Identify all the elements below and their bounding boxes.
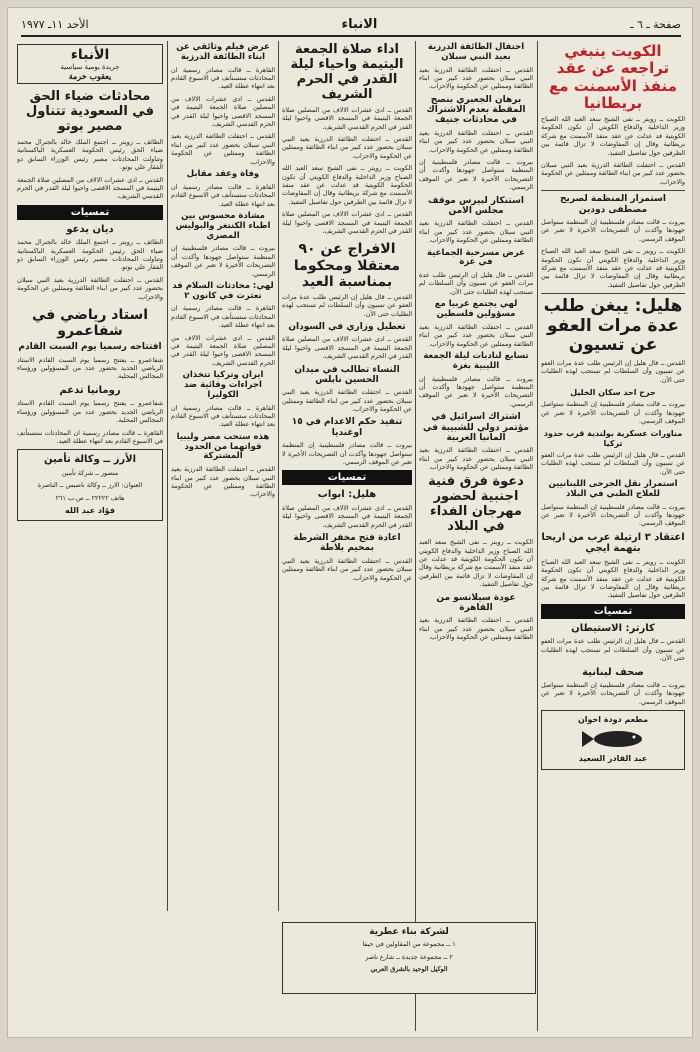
- column-5: [17, 41, 163, 1031]
- subheadline: افتتاحه رسميا يوم السبت القادم: [18, 342, 162, 353]
- headline: الافراج عن ٩٠ معتقلا ومحكوما بمناسبة العيد: [293, 241, 401, 290]
- headline: استمرار نقل الجرحى اللبنانيين للعلاج الطبي في البلاد: [548, 479, 678, 499]
- article-body: بيروت ــ قالت مصادر فلسطينية إن المنظمة ستواصل جهودها وأكدت أن التصريحات الأخيرة لا تعبر عن الموقف الرسمي.: [282, 441, 412, 466]
- article-body: بيروت ــ قالت مصادر فلسطينية إن المنظمة ستواصل جهودها وأكدت أن التصريحات الأخيرة لا تعبر عن الموقف الرسمي.: [541, 502, 685, 528]
- fish-icon: [578, 728, 648, 750]
- article-body: القدس ــ ادى عشرات الالاف من المصلين صلاة الجمعة اليتيمة في المسجد الاقصى واحيوا ليلة القدر في الحرم القدسي الشريف.: [282, 210, 412, 236]
- page-number: صفحة ـ ٦ ـ: [630, 17, 681, 31]
- headline: استنكار لبيرس موقف مجلس الامن: [428, 195, 524, 216]
- section-banner: تمسيات: [282, 470, 412, 485]
- masthead: الانباء: [341, 16, 378, 32]
- article-body: الكويت ــ رويتر ــ نفى الشيخ سعد العبد الله الصباح وزير الداخلية والدفاع الكويتي أن تكون الحكومة الكويتية قد عدلت عن عقد منفذ الأسمنت مع شركة بريطانية وقال إن المفاوضات لا تزال قائمة بين الطرفين حول تفاصيل التنفيذ.: [282, 164, 412, 206]
- headline: برهان الجعبري بنصح المقطة بعدم الاشتراك في محادثات جنيف: [426, 94, 526, 126]
- article-body: القاهرة ــ قالت مصادر رسمية ان المحادثات ستستأنف في الاسبوع القادم بعد انتهاء عطلة العيد.: [17, 428, 163, 445]
- article-body: القدس ــ احتفلت الطائفة الدرزية بعيد النبي سبلان بحضور عدد كبير من ابناء الطائفة وممثلين عن الحكومة والاحزاب.: [419, 322, 533, 348]
- ad-line: العنوان: الارز ــ وكالة ناصبس ــ الناصرة: [37, 481, 143, 490]
- article-body: القدس ــ احتفلت الطائفة الدرزية بعيد النبي سبلان بحضور عدد كبير من ابناء الطائفة وممثلين عن الحكومة والاحزاب.: [419, 616, 533, 642]
- lead-body: الكويت ــ رويتر ــ نفى الشيخ سعد العبد الله الصباح وزير الداخلية والدفاع الكويتي أن تكون الحكومة الكويتية قد عدلت عن عقد منفذ الأسمنت مع شركة بريطانية وقال إن المفاوضات لا تزال قائمة بين الطرفين حول تفاصيل التنفيذ.: [541, 115, 685, 157]
- issue-date: الأحد ١١ـ ١٩٧٧: [21, 17, 89, 31]
- column-rule: [167, 41, 168, 911]
- column-rule: [278, 41, 279, 911]
- article-body: بيروت ــ قالت مصادر فلسطينية إن المنظمة ستواصل جهودها وأكدت أن التصريحات الأخيرة لا تعبر عن الموقف الرسمي.: [171, 244, 275, 278]
- ad-line: الوكيل الوحيد بالشرق العربي: [370, 965, 448, 974]
- headline: عرض فيلم وثائقي عن ابناء الطائفة الدرزية: [176, 42, 270, 62]
- ad-line: منصور ــ شركة تأمين: [61, 468, 119, 477]
- column-3: [282, 41, 412, 911]
- article-body: القدس ــ قال هليل إن الرئيس طلب عدة مرات العفو عن تسيون وأن السلطات لم تستجب لهذه الطلبات حتى الآن.: [282, 292, 412, 318]
- headline: ايران وتركيا تتخذان اجراءات وقائية ضد الكوليرا: [182, 370, 264, 400]
- article-body: القدس ــ احتفلت الطائفة الدرزية بعيد النبي سبلان بحضور عدد كبير من ابناء الطائفة وممثلين عن الحكومة والاحزاب.: [171, 132, 275, 166]
- column-4: [171, 41, 275, 911]
- article-body: القدس ــ ادى عشرات الالاف من المصلين صلاة الجمعة اليتيمة في المسجد الاقصى واحيوا ليلة القدر في الحرم القدسي الشريف.: [282, 503, 412, 529]
- article-body: القدس ــ قال هليل إن الرئيس طلب عدة مرات العفو عن تسيون وأن السلطات لم تستجب لهذه الطلبات حتى الآن.: [541, 450, 685, 476]
- headline: دعوة فرق فنية اجنبية لحضور مهرجان الفداء في البلاد: [428, 474, 524, 535]
- ad-line: هاتف ٢٢٢٢٢ ــ ص.ب ٢٦١: [55, 493, 125, 502]
- headline: محادثات ضياء الحق في السعودية تتناول مصير بوتو: [26, 89, 154, 134]
- article-body: الكويت ــ رويتر ــ نفى الشيخ سعد العبد الله الصباح وزير الداخلية والدفاع الكويتي أن تكون الحكومة الكويتية قد عدلت عن عقد منفذ الأسمنت مع شركة بريطانية وقال إن المفاوضات لا تزال قائمة بين الطرفين حول تفاصيل التنفيذ.: [541, 247, 685, 289]
- headline: تسابع لنادبات ليلة الجمعة الليبية بغزة: [423, 351, 529, 371]
- article-body: القاهرة ــ قالت مصادر رسمية ان المحادثات ستستأنف في الاسبوع القادم بعد انتهاء عطلة العيد.: [171, 403, 275, 429]
- headline: وفاة وعقد مقابل: [186, 169, 260, 179]
- article-body: القدس ــ احتفلت الطائفة الدرزية بعيد النبي سبلان بحضور عدد كبير من ابناء الطائفة وممثلين عن الحكومة والاحزاب.: [282, 556, 412, 582]
- headline: كارتر: الاستيطان: [571, 622, 655, 634]
- headline: تنفيذ حكم الاعدام في ١٥ اوغنديا: [291, 417, 403, 438]
- article-body: الكويت ــ رويتر ــ نفى الشيخ سعد العبد الله الصباح وزير الداخلية والدفاع الكويتي أن تكون الحكومة الكويتية قد عدلت عن عقد منفذ الأسمنت مع شركة بريطانية وقال إن المفاوضات لا تزال قائمة بين الطرفين حول تفاصيل التنفيذ.: [419, 538, 533, 589]
- headline: مناورات عسكرية بولندية قرب حدود تركيا: [543, 429, 683, 448]
- headline: هذه ستحب مصر وليبيا قواتهما من الحدود المشتركة: [176, 431, 270, 462]
- newspaper-page: [7, 7, 693, 1038]
- insurance-ad: [17, 449, 163, 521]
- article-body: بيروت ــ قالت مصادر فلسطينية إن المنظمة ستواصل جهودها وأكدت أن التصريحات الأخيرة لا تعبر عن الموقف الرسمي.: [541, 217, 685, 243]
- article-body: القدس ــ احتفلت الطائفة الدرزية بعيد النبي سبلان بحضور عدد كبير من ابناء الطائفة وممثلين عن الحكومة والاحزاب.: [171, 465, 275, 499]
- headline: رومانيا تدعم: [59, 384, 121, 396]
- ad-line: ٢ ــ مجموعة جديدة ــ شارع ناصر: [365, 952, 453, 961]
- lead-headline: الكويت ينبغي تراجعه عن عقد منفذ الأسمنت مع بريطانيا: [549, 42, 677, 112]
- headline: استمرار المنظمة لصريح مصطفى دودين: [560, 194, 666, 215]
- article-body: القدس ــ ادى عشرات الالاف من المصلين صلاة الجمعة اليتيمة في المسجد الاقصى واحيوا ليلة القدر في الحرم القدسي الشريف.: [171, 94, 275, 128]
- headline: احتفال الطائفة الدرزية بعيد النبي سبلان: [427, 42, 525, 62]
- article-body: القدس ــ قال هليل إن الرئيس طلب عدة مرات العفو عن تسيون وأن السلطات لم تستجب لهذه الطلبات حتى الآن.: [541, 637, 685, 663]
- article-body: القدس ــ ادى عشرات الالاف من المصلين صلاة الجمعة اليتيمة في المسجد الاقصى واحيوا ليلة القدر في الحرم القدسي الشريف.: [171, 333, 275, 367]
- headline: لهي يجتمع غربيا مع مسؤولين فلسطين: [434, 299, 518, 320]
- headline: تعطيل وزاري في السودان: [288, 321, 406, 332]
- article-body: القدس ــ احتفلت الطائفة الدرزية بعيد النبي سبلان بحضور عدد كبير من ابناء الطائفة وممثلين عن الحكومة والاحزاب.: [419, 219, 533, 245]
- headline: استاد رياضي في شفاعمرو: [31, 307, 149, 340]
- paper-owner: يعقوب خرمة: [68, 71, 112, 82]
- headline: ديان يدعو: [66, 223, 114, 235]
- article-body: القدس ــ احتفلت الطائفة الدرزية بعيد النبي سبلان بحضور عدد كبير من ابناء الطائفة وممثلين عن الحكومة والاحزاب.: [282, 388, 412, 413]
- article-body: شفاعمرو ــ يفتتح رسميا يوم السبت القادم الاستاد الرياضي الجديد بحضور عدد من المسؤولين ورؤساء المجالس المحلية.: [17, 355, 163, 381]
- paper-subtitle: جريدة يومية سياسية: [60, 63, 120, 72]
- headline: هليل: ابواب: [317, 489, 377, 501]
- article-body: القاهرة ــ قالت مصادر رسمية ان المحادثات ستستأنف في الاسبوع القادم بعد انتهاء عطلة العيد.: [171, 304, 275, 330]
- article-body: القدس ــ احتفلت الطائفة الدرزية بعيد النبي سبلان بحضور عدد كبير من ابناء الطائفة وممثلين عن الحكومة والاحزاب.: [17, 275, 163, 301]
- article-body: القدس ــ ادى عشرات الالاف من المصلين صلاة الجمعة اليتيمة في المسجد الاقصى واحيوا ليلة القدر في الحرم القدسي الشريف.: [282, 335, 412, 361]
- article-body: القدس ــ احتفلت الطائفة الدرزية بعيد النبي سبلان بحضور عدد كبير من ابناء الطائفة وممثلين عن الحكومة والاحزاب.: [282, 134, 412, 160]
- article-body: الطائف ــ رويتر ــ اجتمع الملك خالد بالجنرال محمد ضياء الحق رئيس الحكومة العسكرية الباكستانية وتناولت المحادثات مصير رئيس الوزراء السابق ذو الفقار علي بوتو.: [17, 238, 163, 272]
- headline: عرض مسرحية الجماعية في غزة: [427, 247, 525, 268]
- ad-title: الأرز ــ وكالة تأمين: [43, 454, 137, 466]
- page-header: [21, 13, 681, 37]
- article-body: القدس ــ ادى عشرات الالاف من المصلين صلاة الجمعة اليتيمة في المسجد الاقصى واحيوا ليلة القدر في الحرم القدسي الشريف.: [282, 105, 412, 131]
- column-2: [419, 41, 533, 1031]
- article-body: القدس ــ احتفلت الطائفة الدرزية بعيد النبي سبلان بحضور عدد كبير من ابناء الطائفة وممثلين عن الحكومة والاحزاب.: [419, 446, 533, 472]
- section-banner: تمسيات: [17, 205, 163, 220]
- article-body: الطائف ــ رويتر ــ اجتمع الملك خالد بالجنرال محمد ضياء الحق رئيس الحكومة العسكرية الباكستانية وتناولت المحادثات مصير رئيس الوزراء السابق ذو الفقار علي بوتو.: [17, 137, 163, 172]
- lead-body-cont: القدس ــ احتفلت الطائفة الدرزية بعيد النبي سبلان بحضور عدد كبير من ابناء الطائفة وممثلين عن الحكومة والاحزاب.: [541, 161, 685, 186]
- restaurant-ad: [541, 710, 685, 769]
- section-banner: تمسيات: [541, 604, 685, 619]
- article-body: القدس ــ احتفلت الطائفة الدرزية بعيد النبي سبلان بحضور عدد كبير من ابناء الطائفة وممثلين عن الحكومة والاحزاب.: [419, 65, 533, 91]
- headline: مشادة محسوس بين اطباء الكنتغر والبوليس المصري: [175, 210, 271, 241]
- ad-footer: عبد القادر السعيد: [578, 754, 648, 764]
- headline: اعتقاد ٣ ارتيلة عرب من اريحا بتهمة ايجي: [541, 531, 685, 555]
- headline: صحف لبنانية: [582, 666, 644, 678]
- headline: اعادة فتح مخفر الشرطة بمخيم بلاطة: [293, 533, 401, 554]
- article-body: القدس ــ قال هليل إن الرئيس طلب عدة مرات العفو عن تسيون وأن السلطات لم تستجب لهذه الطلبات حتى الآن.: [419, 271, 533, 296]
- headline: اشتراك اسرائيل في مؤتمر دولي للشبيبة في المانيا الغربية: [422, 412, 529, 443]
- article-body: القدس ــ ادى عشرات الالاف من المصلين صلاة الجمعة اليتيمة في المسجد الاقصى واحيوا ليلة القدر في الحرم القدسي الشريف.: [17, 175, 163, 201]
- big-headline: هليل: يبغن طلب عدة مرات العفو عن تسيون: [543, 296, 683, 356]
- article-body: شفاعمرو ــ يفتتح رسميا يوم السبت القادم الاستاد الرياضي الجديد بحضور عدد من المسؤولين ورؤساء المجالس المحلية.: [17, 399, 163, 425]
- headline: اداء صلاة الجمعة اليتيمة واحياء ليلة القدر في الحرم الشريف: [290, 42, 404, 102]
- article-body: القدس ــ احتفلت الطائفة الدرزية بعيد النبي سبلان بحضور عدد كبير من ابناء الطائفة وممثلين عن الحكومة والاحزاب.: [419, 128, 533, 154]
- column-1: [541, 41, 685, 1031]
- article-body: بيروت ــ قالت مصادر فلسطينية إن المنظمة ستواصل جهودها وأكدت أن التصريحات الأخيرة لا تعبر عن الموقف الرسمي.: [419, 374, 533, 408]
- article-body: القاهرة ــ قالت مصادر رسمية ان المحادثات ستستأنف في الاسبوع القادم بعد انتهاء عطلة العيد.: [171, 182, 275, 208]
- column-rule: [415, 41, 416, 1031]
- paper-name: الأنباء: [70, 47, 110, 63]
- article-body: الكويت ــ رويتر ــ نفى الشيخ سعد العبد الله الصباح وزير الداخلية والدفاع الكويتي أن تكون الحكومة الكويتية قد عدلت عن عقد منفذ الأسمنت مع شركة بريطانية وقال إن المفاوضات لا تزال قائمة بين الطرفين حول تفاصيل التنفيذ.: [541, 557, 685, 600]
- article-body: القاهرة ــ قالت مصادر رسمية ان المحادثات ستستأنف في الاسبوع القادم بعد انتهاء عطلة العيد.: [171, 65, 275, 91]
- ad-title: لشركة بناء عطرية: [369, 927, 449, 937]
- paper-banner: [17, 44, 163, 84]
- ad-footer: فؤاد عبد الله: [65, 506, 115, 516]
- headline: لهي: محادثات السلام قد تعثرت في كانون ٢: [172, 280, 274, 301]
- headline: النساء تطالب في ميدان الحسين نابلس: [294, 364, 400, 385]
- construction-ad: [282, 922, 536, 994]
- article-body: بيروت ــ قالت مصادر فلسطينية إن المنظمة ستواصل جهودها وأكدت أن التصريحات الأخيرة لا تعبر عن الموقف الرسمي.: [541, 400, 685, 426]
- column-rule: [537, 41, 538, 1031]
- headline: عودة سيلانسو من القاهرة: [436, 592, 516, 613]
- article-body: القدس ــ قال هليل إن الرئيس طلب عدة مرات العفو عن تسيون وأن السلطات لم تستجب لهذه الطلبات حتى الآن.: [541, 358, 685, 384]
- headline: جرح احد سكان الخليل: [570, 388, 656, 398]
- ad-title: مطعم دودة اخوان: [577, 715, 649, 725]
- article-body: بيروت ــ قالت مصادر فلسطينية إن المنظمة ستواصل جهودها وأكدت أن التصريحات الأخيرة لا تعبر عن الموقف الرسمي.: [541, 681, 685, 706]
- ad-line: ١ ــ مجموعة من المقاولين في حيفا: [362, 940, 456, 949]
- article-body: بيروت ــ قالت مصادر فلسطينية إن المنظمة ستواصل جهودها وأكدت أن التصريحات الأخيرة لا تعبر عن الموقف الرسمي.: [419, 158, 533, 192]
